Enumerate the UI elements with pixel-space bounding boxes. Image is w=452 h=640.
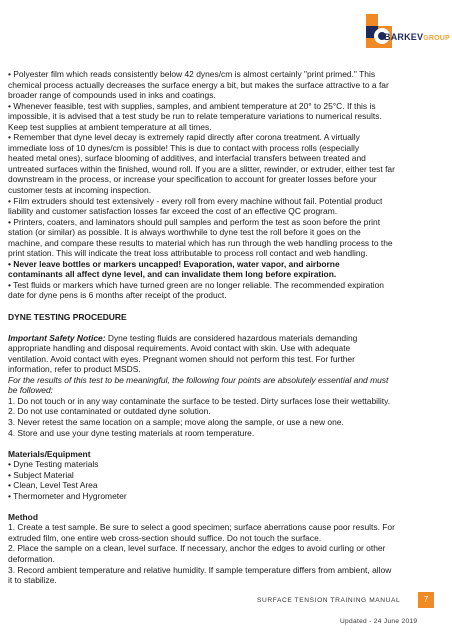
method-line: 1. Create a test sample. Be sure to select a good specimen; surface aberrations cause poor results. For (8, 522, 395, 533)
numbered-point: 2. Do not use contaminated or outdated dyne solution. (8, 406, 211, 417)
list-item: • Clean, Level Test Area (8, 480, 98, 491)
footer-updated-date: Updated - 24 June 2019 (340, 618, 418, 625)
text-line: date for dyne pens is 6 months after receipt of the product. (8, 290, 227, 301)
brand-name: BARKEV (384, 32, 424, 42)
bold-warning-line: • Never leave bottles or markers uncapped! Evaporation, water vapor, and airborne (8, 258, 340, 269)
method-heading: Method (8, 511, 38, 522)
text-line: machine, and compare these results to material which has run through the web handling process to the (8, 237, 393, 248)
text-line: liability and customer satisfaction losses far exceed the cost of an effective QC program. (8, 206, 338, 217)
safety-notice-label: Important Safety Notice: (8, 332, 106, 343)
essential-points-list (8, 396, 448, 438)
safety-notice-first: Dyne testing fluids are considered hazardous materials demanding (105, 332, 358, 343)
materials-list (8, 459, 448, 501)
list-item: • Thermometer and Hygrometer (8, 490, 127, 501)
text-line: ventilation. Avoid contact with eyes. Pregnant women should not perform this test. For further (8, 353, 355, 364)
numbered-point: 4. Store and use your dyne testing materials at room temperature. (8, 427, 255, 438)
text-line: • Remember that dyne level decay is extremely rapid directly after corona treatment. A virtually (8, 132, 360, 143)
list-item: • Dyne Testing materials (8, 459, 99, 470)
numbered-point: 3. Never retest the same location on a sample; move along the sample, or use a new one. (8, 416, 344, 427)
procedure-heading: DYNE TESTING PROCEDURE (8, 311, 127, 322)
text-line: • Test fluids or markers which have turned green are no longer reliable. The recommended expiration (8, 279, 384, 290)
brand-group: GROUP (423, 35, 450, 42)
text-line: customer tests at incoming inspection. (8, 185, 152, 196)
italic-line: For the results of this test to be meaningful, the following four points are absolutely essential and must (8, 374, 389, 385)
list-item: • Subject Material (8, 469, 74, 480)
text-line: chemical process actually decreases the surface energy a bit, but makes the surface attractive to a far (8, 79, 389, 90)
text-line: downstream in the process, or increase your specification to account for greater losses before your (8, 174, 377, 185)
italic-line: be followed: (8, 385, 54, 396)
numbered-point: 1. Do not touch or in any way contaminate the surface to be tested. Dirty surfaces lose their wettability. (8, 395, 391, 406)
method-line: extruded film, one entire web cross-section should suffice. Do not touch the surface. (8, 532, 322, 543)
essential-points-intro (8, 375, 448, 396)
text-line: heated metal ones), surface blooming of additives, and interfacial transfers between treated and (8, 153, 366, 164)
text-line: • Printers, coaters, and laminators should pull samples and perform the test as soon before the print (8, 216, 381, 227)
brand-logo (352, 12, 450, 50)
text-line: Keep test supplies at ambient temperature at all times. (8, 121, 212, 132)
text-line: broader range of compounds used in inks and coatings. (8, 90, 216, 101)
text-line: • Film extruders should test extensively - every roll from every machine without fail. Potential product (8, 195, 383, 206)
method-line: it to stabilize. (8, 575, 57, 586)
materials-heading: Materials/Equipment (8, 448, 91, 459)
method-line: deformation. (8, 553, 55, 564)
text-line: • Polyester film which reads consistently below 42 dynes/cm is almost certainly "print primed." This (8, 69, 376, 79)
footer-manual-title: SURFACE TENSION TRAINING MANUAL (257, 597, 401, 604)
warning-bold-lines (8, 259, 448, 280)
safety-notice (8, 333, 448, 344)
tips-list (8, 69, 448, 259)
text-line: station (or similar) as possible. It is always worthwhile to dyne test the roll before it goes on the (8, 227, 361, 238)
method-steps (8, 522, 448, 585)
expiration-tips (8, 280, 448, 301)
text-line: immediate loss of 10 dynes/cm is possible! This is due to contact with process rolls (especially (8, 142, 360, 153)
barkev-logo-icon (352, 12, 394, 50)
method-line: 3. Record ambient temperature and relative humidity. If sample temperature differs from ambient, allow (8, 564, 392, 575)
text-line: information, refer to product MSDS. (8, 364, 141, 375)
method-line: 2. Place the sample on a clean, level surface. If necessary, anchor the edges to avoid curling or other (8, 543, 386, 554)
safety-notice-body (8, 343, 448, 375)
page-content (8, 69, 448, 586)
page-number-badge: 7 (418, 592, 434, 608)
text-line: untreated surfaces within the finished, wound roll. If you are a slitter, rewinder, or extruder, either test far (8, 163, 395, 174)
text-line: impossible, it is advised that a test study be run to relate temperature variations to numerical results. (8, 111, 382, 122)
text-line: appropriate handling and disposal requirements. Avoid contact with skin. Use with adequate (8, 343, 351, 354)
text-line: • Whenever feasible, test with supplies, samples, and ambient temperature at 20° to 25°C. If this is (8, 100, 376, 111)
bold-warning-line: contaminants all affect dyne level, and can invalidate them long before expiration. (8, 269, 337, 280)
brand-wordmark (384, 32, 450, 42)
text-line: print station. This will indicate the treat loss attributable to process roll contact and web handling. (8, 248, 368, 259)
